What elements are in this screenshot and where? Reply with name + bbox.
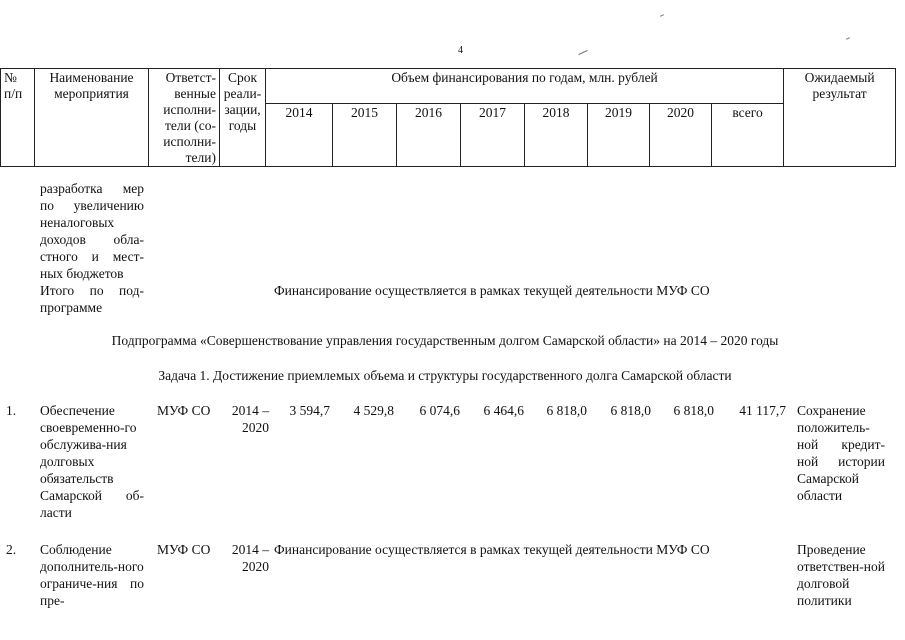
row-value: 6 074,6 <box>419 403 460 418</box>
header-col-funding <box>266 69 784 104</box>
page-number: 4 <box>458 45 463 56</box>
row-executor: МУФ СО <box>157 403 211 418</box>
header-col-exec <box>149 69 220 167</box>
header-year-label: 2014 <box>285 104 313 120</box>
header-col-num <box>1 69 35 167</box>
scan-speck <box>578 50 587 55</box>
row-value: 6 464,6 <box>483 403 524 418</box>
header-col-funding-label: Объем финансирования по годам, млн. рублей <box>391 70 658 85</box>
row-term: 2014 – 2020 <box>231 403 269 435</box>
row-executor: МУФ СО <box>157 542 211 557</box>
row-name: Соблюдение дополнитель-ного ограниче-ния по пре- <box>40 542 144 608</box>
subprogram-total-label: Итого по под-программе <box>40 283 144 315</box>
header-year-cell <box>525 103 588 166</box>
row-value: 6 818,0 <box>546 403 587 418</box>
header-col-term-label: Срок реали-зации, годы <box>223 70 262 133</box>
subprogram-title: Подпрограмма «Совершенствование управления государственным долгом Самарской области» на 2014 – 2020 годы <box>111 333 779 348</box>
row-value: 3 594,7 <box>289 403 330 418</box>
row-name: Обеспечение своевременно-го обслужива-ния долговых обязательств Самарской об-ласти <box>40 403 144 520</box>
header-col-num-label: № п/п <box>4 70 23 101</box>
header-table <box>0 68 896 167</box>
scan-speck <box>846 37 850 40</box>
header-col-exec-label: Ответст-венные исполни-тели (со-исполни-тели) <box>163 70 216 165</box>
header-year-cell <box>461 103 525 166</box>
header-year-cell <box>712 103 784 166</box>
header-year-label: 2016 <box>415 104 442 120</box>
row-value: 6 818,0 <box>673 403 714 418</box>
header-col-name <box>35 69 149 167</box>
header-col-name-label: Наименование мероприятия <box>49 70 134 101</box>
row-term: 2014 – 2020 <box>231 542 269 574</box>
header-year-label: 2015 <box>351 104 378 120</box>
header-year-label: 2017 <box>479 104 506 120</box>
row-number: 2. <box>6 542 17 557</box>
row-number: 1. <box>6 403 17 418</box>
header-col-result <box>784 69 896 167</box>
header-year-label: 2019 <box>605 104 632 120</box>
subprogram-total-funding-note: Финансирование осуществляется в рамках текущей деятельности МУФ СО <box>274 283 710 298</box>
row-result: Сохранение положитель-ной кредит-ной истории Самарской области <box>797 403 885 503</box>
header-year-cell <box>333 103 397 166</box>
header-year-cell <box>266 103 333 166</box>
row-value-total: 41 117,7 <box>739 403 786 418</box>
header-year-label: 2020 <box>667 104 694 120</box>
row-value: 6 818,0 <box>610 403 651 418</box>
row-result: Проведение ответствен-ной долговой политики <box>797 542 885 608</box>
header-year-label: 2018 <box>542 104 570 120</box>
scan-speck <box>660 14 664 17</box>
row-value: 4 529,8 <box>353 403 394 418</box>
row-funding-note: Финансирование осуществляется в рамках текущей деятельности МУФ СО <box>274 542 710 557</box>
task-title: Задача 1. Достижение приемлемых объема и структуры государственного долга Самарской области <box>158 368 732 383</box>
header-col-result-label: Ожидаемый результат <box>804 70 875 101</box>
header-col-term <box>220 69 266 167</box>
continuation-text: разработка мер по увеличению неналоговых доходов обла-стного и мест-ных бюджетов <box>40 181 144 281</box>
header-year-label: всего <box>732 104 763 120</box>
header-year-cell <box>588 103 650 166</box>
header-year-cell <box>650 103 712 166</box>
header-year-cell <box>397 103 461 166</box>
